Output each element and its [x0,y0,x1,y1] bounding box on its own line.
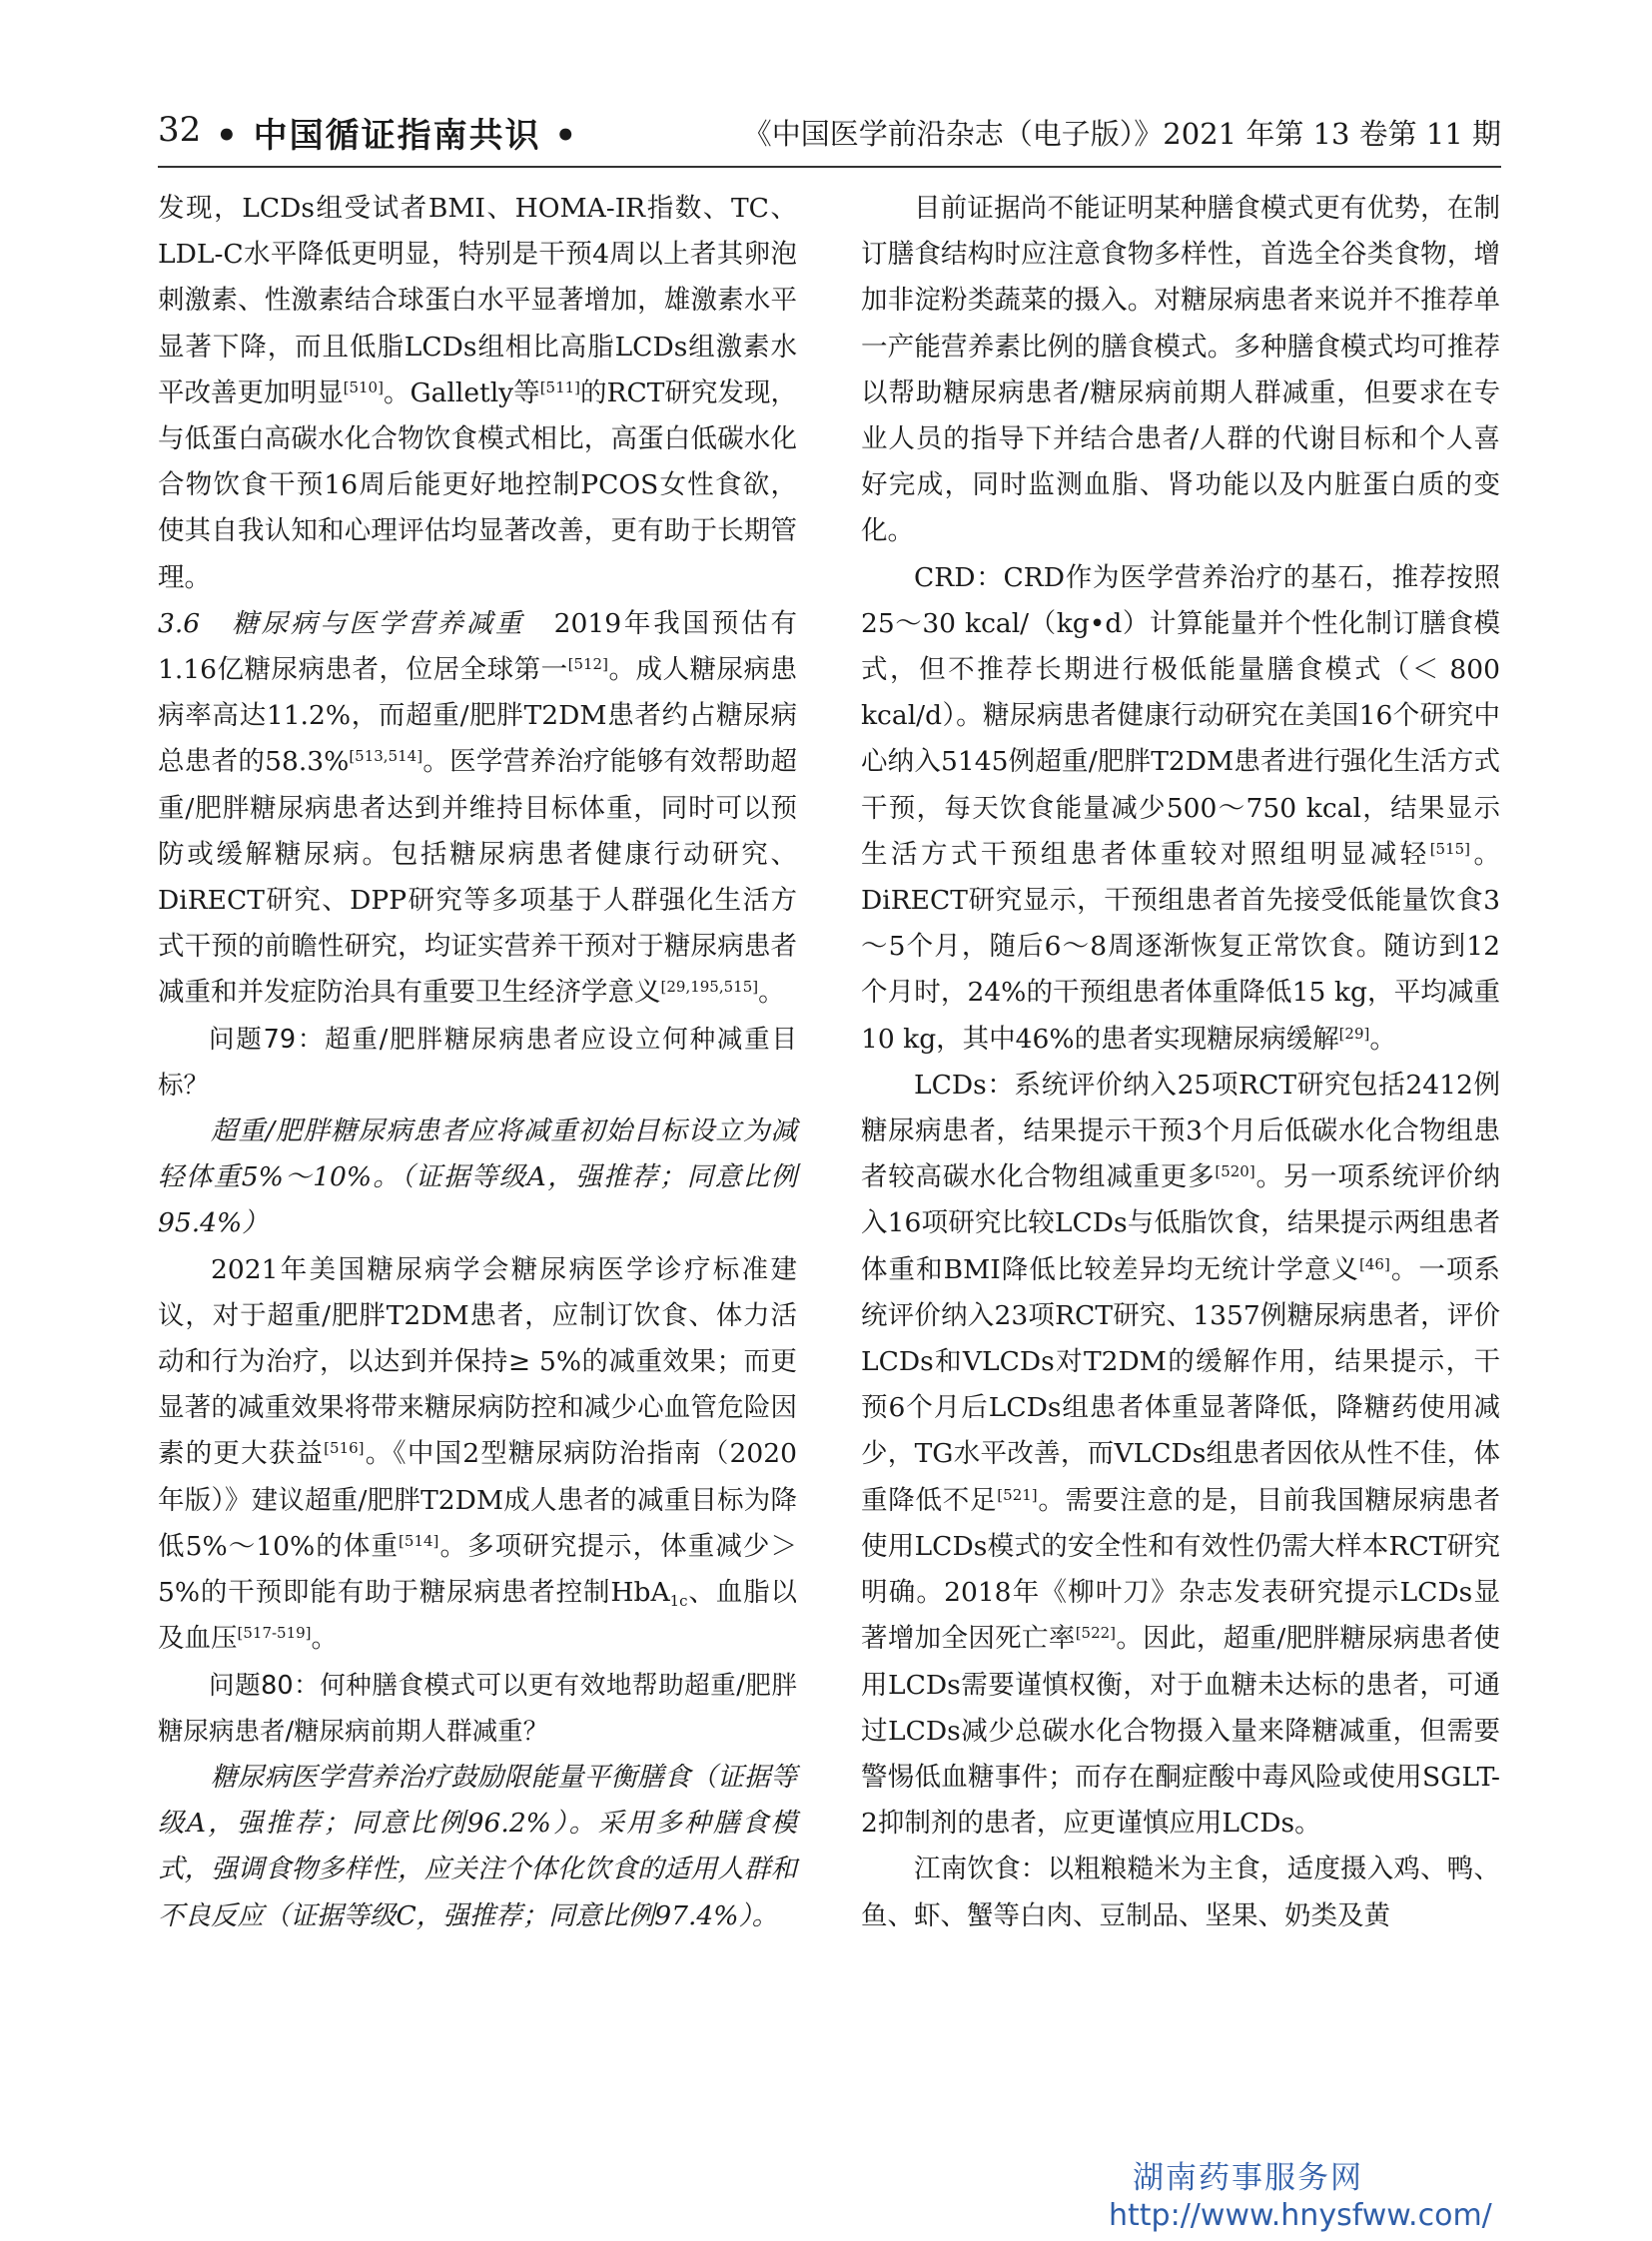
citation-ref[interactable]: [29,195,515] [660,978,759,997]
citation-ref[interactable]: [514] [399,1531,439,1550]
section-title: • 中国循证指南共识 • [216,116,579,156]
page-number: 32 [158,110,202,150]
citation-ref[interactable]: [513,514] [349,747,423,766]
citation-ref[interactable]: [511] [539,377,581,396]
paragraph: 3.6 糖尿病与医学营养减重 2019年我国预估有1.16亿糖尿病患者，位居全球第一[512]。成人糖尿病患病率高达11.2%，而超重/肥胖T2DM患者约占糖尿病总患者的58.3%[513,514]。医学营养治疗能够有效帮助超重/肥胖糖尿病患者达到并维持目标体重，同时可以预防或缓解糖尿病。包括糖尿病患者健康行动研究、DiRECT研究、DPP研究等多项基于人群强化生活方式干预的前瞻性研究，均证实营养干预对于糖尿病患者减重和并发症防治具有重要卫生经济学意义[29,195,515]。 [158,607,798,1009]
question-79: 问题79：超重/肥胖糖尿病患者应设立何种减重目标？ [158,1024,797,1101]
journal-citation: 《中国医学前沿杂志（电子版）》2021 年第 13 卷第 11 期 [742,117,1501,151]
question-80: 问题80：何种膳食模式可以更有效地帮助超重/肥胖糖尿病患者/糖尿病前期人群减重？ [158,1670,797,1747]
citation-ref[interactable]: [512] [567,655,608,674]
section-heading: 3.6 糖尿病与医学营养减重 [158,607,525,639]
citation-ref[interactable]: [29] [1338,1024,1370,1043]
paragraph: 发现，LCDs组受试者BMI、HOMA-IR指数、TC、LDL-C水平降低更明显，特别是干预4周以上者其卵泡刺激素、性激素结合球蛋白水平显著增加，雄激素水平显著下降，而且低脂LCDs组相比高脂LCDs组激素水平改善更加明显[510]。Galletly等[511]的RCT研究发现，与低蛋白高碳水化合物饮食模式相比，高蛋白低碳水化合物饮食干预16周后能更好地控制PCOS女性食欲，使其自我认知和心理评估均显著改善，更有助于长期管理。 [158,193,798,593]
citation-ref[interactable]: [516] [324,1439,365,1458]
citation-ref[interactable]: [520] [1215,1162,1255,1181]
citation-ref[interactable]: [510] [343,377,384,396]
watermark-site-name: 湖南药事服务网 [1133,2160,1363,2196]
citation-ref[interactable]: [517-519] [237,1624,312,1643]
paragraph: CRD：CRD作为医学营养治疗的基石，推荐按照25～30 kcal/（kg•d）计算能量并个性化制订膳食模式，但不推荐长期进行极低能量膳食模式（＜ 800 kcal/d）。糖尿病患者健康行动研究在美国16个研究中心纳入5145例超重/肥胖T2DM患者进行强化生活方式干预，每天饮食能量减少500～750 kcal，结果显示生活方式干预组患者体重较对照组明显减轻[515]。DiRECT研究显示，干预组患者首先接受低能量饮食3～5个月，随后6～8周逐渐恢复正常饮食。随访到12个月时，24%的干预组患者体重降低15 kg，平均减重10 kg，其中46%的患者实现糖尿病缓解[29]。 [861,561,1501,1055]
subscript: 1c [669,1592,688,1611]
recommendation-80: 糖尿病医学营养治疗鼓励限能量平衡膳食（证据等级A，强推荐；同意比例96.2%）。采用多种膳食模式，强调食物多样性，应关注个体化饮食的适用人群和不良反应（证据等级C，强推荐；同意比例97.4%）。 [158,1761,797,1931]
paragraph: 江南饮食：以粗粮糙米为主食，适度摄入鸡、鸭、鱼、虾、蟹等白肉、豆制品、坚果、奶类及黄 [861,1854,1500,1931]
recommendation-79: 超重/肥胖糖尿病患者应将减重初始目标设立为减轻体重5%～10%。（证据等级A，强推荐；同意比例95.4%） [158,1116,797,1239]
citation-ref[interactable]: [515] [1429,839,1471,858]
citation-ref[interactable]: [522] [1075,1624,1117,1643]
paragraph: 2021年美国糖尿病学会糖尿病医学诊疗标准建议，对于超重/肥胖T2DM患者，应制订饮食、体力活动和行为治疗，以达到并保持≥ 5%的减重效果；而更显著的减重效果将带来糖尿病防控和减少心血管危险因素的更大获益[516]。《中国2型糖尿病防治指南（2020年版）》建议超重/肥胖T2DM成人患者的减重目标为降低5%～10%的体重[514]。多项研究提示，体重减少＞ 5%的干预即能有助于糖尿病患者控制HbA$_{1c}$、血脂以及血压[517-519]。 [158,1253,797,1655]
paragraph: 目前证据尚不能证明某种膳食模式更有优势，在制订膳食结构时应注意食物多样性，首选全谷类食物，增加非淀粉类蔬菜的摄入。对糖尿病患者来说并不推荐单一产能营养素比例的膳食模式。多种膳食模式均可推荐以帮助糖尿病患者/糖尿病前期人群减重，但要求在专业人员的指导下并结合患者/人群的代谢目标和个人喜好完成，同时监测血脂、肾功能以及内脏蛋白质的变化。 [861,193,1500,547]
left-column [158,186,797,1939]
citation-ref[interactable]: [46] [1359,1254,1390,1273]
watermark [1109,2159,1528,2235]
paragraph: LCDs：系统评价纳入25项RCT研究包括2412例糖尿病患者，结果提示干预3个月后低碳水化合物组患者较高碳水化合物组减重更多[520]。另一项系统评价纳入16项研究比较LCDs与低脂饮食，结果提示两组患者体重和BMI降低比较差异均无统计学意义[46]。一项系统评价纳入23项RCT研究、1357例糖尿病患者，评价LCDs和VLCDs对T2DM的缓解作用，结果提示，干预6个月后LCDs组患者体重显著降低，降糖药使用减少，TG水平改善，而VLCDs组患者因依从性不佳，体重降低不足[521]。需要注意的是，目前我国糖尿病患者使用LCDs模式的安全性和有效性仍需大样本RCT研究明确。2018年《柳叶刀》杂志发表研究提示LCDs显著增加全因死亡率[522]。因此，超重/肥胖糖尿病患者使用LCDs需要谨慎权衡，对于血糖未达标的患者，可通过LCDs减少总碳水化合物摄入量来降糖减重，但需要警惕低血糖事件；而存在酮症酸中毒风险或使用SGLT-2抑制剂的患者，应更谨慎应用LCDs。 [861,1069,1501,1840]
header-rule [158,166,1501,168]
right-column [861,186,1500,1939]
citation-ref[interactable]: [521] [997,1485,1038,1504]
running-header [158,110,1501,166]
watermark-url[interactable]: http://www.hnysfww.com/ [1109,2198,1492,2233]
